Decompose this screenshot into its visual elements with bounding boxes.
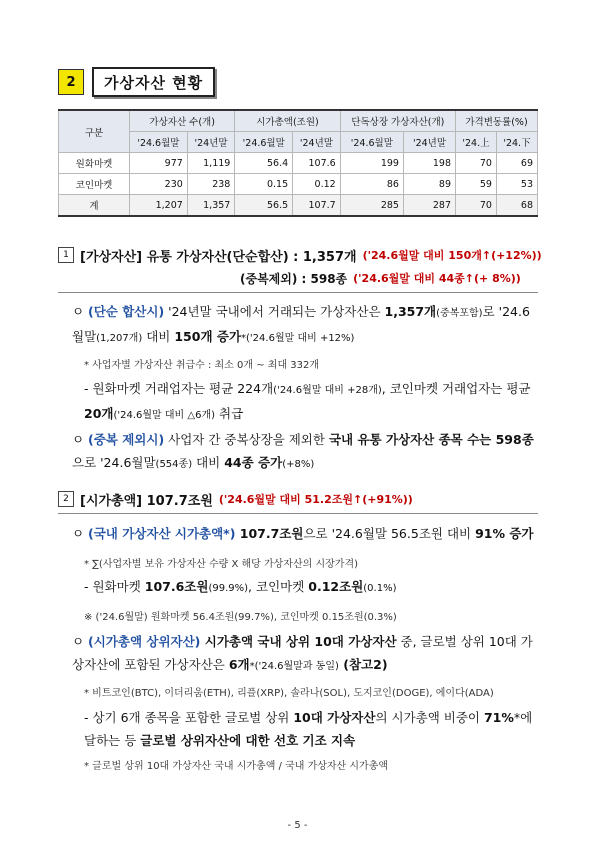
block2-number: 2: [58, 491, 74, 507]
text: - 원화마켓 거래업자는 평균: [84, 381, 238, 396]
text: 으로 '24.6월말 56.5조원 대비: [303, 526, 476, 541]
bold-value: 시가총액 국내 상위 10대 가상자산: [200, 634, 397, 649]
block1-subheader: [240, 268, 521, 288]
table-row-total: [59, 195, 538, 217]
bullet-circle: ㅇ: [72, 634, 85, 649]
block2-highlight: ('24.6월말 대비 51.2조원↑(+91%)): [218, 493, 413, 506]
reference-note: ※ ('24.6월말) 원화마켓 56.4조원(99.7%), 코인마켓 0.15조원(0.3%): [84, 612, 397, 623]
divider: [58, 513, 538, 514]
emphasis-label: (시가총액 상위자산): [88, 634, 201, 649]
footnote: * 사업자별 가상자산 취급수 : 최소 0개 ~ 최대 332개: [84, 360, 320, 371]
bold-value: 107.7조원: [235, 526, 304, 541]
bold-value: 91% 증가: [475, 526, 534, 541]
text: , 코인마켓: [248, 579, 309, 594]
table-cell: 59: [456, 174, 497, 195]
bold-value: 국내 유통 가상자산 종목 수는 598종: [328, 432, 534, 447]
table-cell: 238: [187, 174, 235, 195]
footnote: * 글로벌 상위 10대 가상자산 국내 시가총액 / 국내 가상자산 시가총액: [84, 761, 389, 772]
small-note: (554종): [155, 459, 193, 470]
table-cell: 1,357: [187, 195, 235, 217]
table-cell: 977: [130, 153, 188, 174]
table-cell: 285: [340, 195, 403, 217]
row-label: 계: [59, 195, 130, 217]
table-cell: 56.5: [235, 195, 293, 217]
table-cell: 287: [403, 195, 455, 217]
block2-title: [시가총액] 107.7조원: [80, 493, 213, 509]
small-note: *('24.6월말과 동일): [249, 661, 339, 672]
block1-highlight: ('24.6월말 대비 150개↑(+12%)): [362, 249, 542, 262]
reference-link-text: (참고2): [338, 657, 388, 672]
bold-value: 10대 가상자산: [293, 710, 376, 725]
small-note: (99.9%): [208, 583, 249, 594]
block1-para2: [72, 428, 538, 476]
text: 의 시가총액 비중이: [375, 710, 484, 725]
row-label: 원화마켓: [59, 153, 130, 174]
table-period-header: '24.下: [496, 132, 537, 153]
table-cell: 69: [496, 153, 537, 174]
block1-number: 1: [58, 247, 74, 263]
footnote: * ∑(사업자별 보유 가상자산 수량 X 해당 가상자산의 시장가격): [84, 559, 359, 570]
table-cell: 0.15: [235, 174, 293, 195]
table-cell: 1,119: [187, 153, 235, 174]
text: '24년말 국내에서 거래되는 가상자산은: [164, 304, 385, 319]
text: - 원화마켓: [84, 579, 145, 594]
table-cell: 89: [403, 174, 455, 195]
text: *에 달하는 등: [84, 710, 533, 748]
table-cell: 70: [456, 195, 497, 217]
emphasis-label: (중복 제외시): [88, 432, 165, 447]
table-cell: 107.7: [293, 195, 341, 217]
block1-sub-title: (중복제외) : 598종: [240, 271, 348, 286]
block2-dash1: [84, 575, 538, 600]
table-cell: 86: [340, 174, 403, 195]
block2-header: [58, 487, 413, 511]
table-group-header: 시가총액(조원): [235, 110, 340, 132]
table-period-header: '24년말: [403, 132, 455, 153]
bold-value: 71%: [483, 710, 514, 725]
text: 으로 '24.6월말: [72, 455, 156, 470]
footnote: * 비트코인(BTC), 이더리움(ETH), 리플(XRP), 솔라나(SOL), 도지코인(DOGE), 에이다(ADA): [84, 688, 494, 699]
table-period-header: '24.6월말: [340, 132, 403, 153]
table-cell: 0.12: [293, 174, 341, 195]
section-title: 가상자산 현황: [92, 67, 215, 97]
emphasis-label: (국내 가상자산 시가총액*): [88, 526, 236, 541]
table-cell: 198: [403, 153, 455, 174]
table-cell: 230: [130, 174, 188, 195]
small-note: *('24.6월말 대비 +12%): [241, 333, 355, 344]
table-cell: 68: [496, 195, 537, 217]
block1-para1: [72, 300, 538, 350]
table-cell: 107.6: [293, 153, 341, 174]
block1-dash1: [84, 377, 538, 427]
bold-value: 20개: [84, 406, 114, 421]
block1-header: [58, 243, 542, 267]
emphasis-label: (단순 합산시): [88, 304, 165, 319]
asset-stats-table: [58, 109, 538, 217]
small-note: ('24.6월말 대비 △6개): [113, 410, 216, 421]
bold-value: 107.6조원: [144, 579, 209, 594]
text: 대비: [192, 455, 225, 470]
table-corner: 구분: [59, 110, 130, 153]
text: , 코인마켓 거래업자는 평균: [381, 381, 531, 396]
small-note: (1,207개): [96, 333, 143, 344]
table-cell: 56.4: [235, 153, 293, 174]
table-period-header: '24년말: [187, 132, 235, 153]
bullet-circle: ㅇ: [72, 432, 85, 447]
table-group-header: 가격변동률(%): [456, 110, 538, 132]
block2-para1: [72, 522, 538, 545]
page-number: - 5 -: [287, 820, 308, 831]
text: 중, 글로벌 상위 10대 가상자산에 포함된 가상자산은: [72, 634, 533, 672]
table-cell: 53: [496, 174, 537, 195]
small-note: (0.1%): [363, 583, 397, 594]
text: 대비: [142, 329, 175, 344]
row-label: 코인마켓: [59, 174, 130, 195]
table-cell: 70: [456, 153, 497, 174]
text: 로 '24.6월말: [72, 304, 530, 344]
bold-value: 1,357개: [384, 304, 437, 319]
table-period-header: '24.上: [456, 132, 497, 153]
text: 취급: [215, 406, 244, 421]
text: 사업자 간 중복상장을 제외한: [164, 432, 329, 447]
block2-dash2: [84, 706, 538, 752]
bold-value: 6개: [228, 657, 250, 672]
table-period-header: '24.6월말: [130, 132, 188, 153]
small-note: (+8%): [282, 459, 315, 470]
bullet-circle: ㅇ: [72, 526, 85, 541]
section-number: 2: [58, 69, 84, 95]
table-group-header: 단독상장 가상자산(개): [340, 110, 455, 132]
table-period-header: '24년말: [293, 132, 341, 153]
bold-value: 224개: [237, 381, 274, 396]
table-cell: 1,207: [130, 195, 188, 217]
bold-value: 150개 증가: [174, 329, 242, 344]
bold-value: 글로벌 상위자산에 대한 선호 기조 지속: [140, 733, 356, 748]
bullet-circle: ㅇ: [72, 304, 85, 319]
block2-para2: [72, 630, 538, 678]
divider: [58, 292, 538, 293]
bold-value: 0.12조원: [308, 579, 364, 594]
table-cell: 199: [340, 153, 403, 174]
bold-value: 44종 증가: [224, 455, 283, 470]
table-row: [59, 153, 538, 174]
table-group-header: 가상자산 수(개): [130, 110, 235, 132]
block1-sub-highlight: ('24.6월말 대비 44종↑(+ 8%)): [353, 272, 521, 285]
text: - 상기 6개 종목을 포함한 글로벌 상위: [84, 710, 294, 725]
table-period-header: '24.6월말: [235, 132, 293, 153]
table-row: [59, 174, 538, 195]
section-header: [58, 66, 215, 98]
small-note: ('24.6월말 대비 +28개): [273, 385, 382, 396]
block1-title: [가상자산] 유통 가상자산(단순합산) : 1,357개: [80, 249, 357, 265]
small-note: (중복포함): [436, 308, 483, 319]
